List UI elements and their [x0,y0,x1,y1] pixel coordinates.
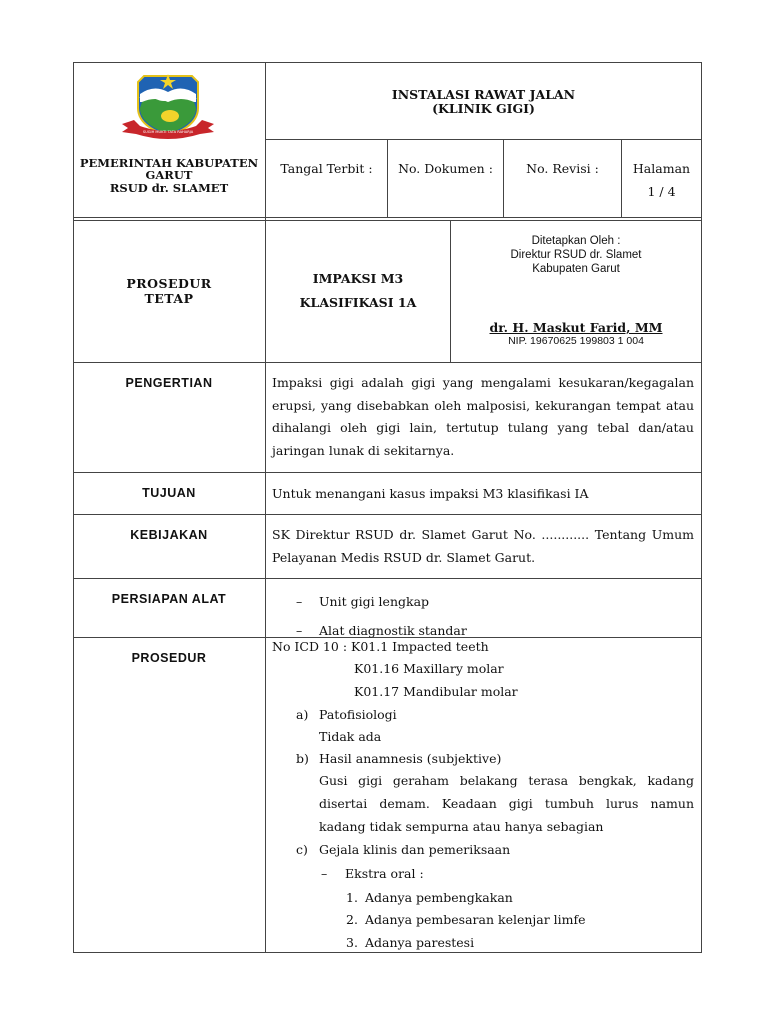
border-col-tangal [387,139,388,217]
kebijakan-label: KEBIJAKAN [130,528,208,542]
pengertian-text: Impaksi gigi adalah gigi yang mengalami kesukaran/kegagalan erupsi, yang disebabkan oleh malposisi, kekurangan tempat atau dihalangi oleh gigi lain, tertutup tulang yang tebal dan/atau jaringan lunak di sekitarnya. [272,375,694,458]
icd-line-1: No ICD 10 : K01.1 Impacted teeth [272,639,489,654]
tangal-terbit-label: Tangal Terbit : [280,161,373,176]
c-list-item-3: Adanya parestesi [365,935,475,950]
c-list-item-1: Adanya pembengkakan [365,890,513,905]
approval-line-1: Ditetapkan Oleh : [531,235,621,247]
item-a-marker: a) [296,707,309,722]
alat-bullet-2: – [296,623,303,638]
unit-subtitle: (KLINIK GIGI) [432,101,535,116]
border-top [73,62,702,63]
border-col-revisi [621,139,622,217]
border-col-dokumen [503,139,504,217]
doc-title-line-1: IMPAKSI M3 [312,271,404,286]
halaman-value: 1 / 4 [647,184,676,199]
tujuan-label: TUJUAN [142,486,196,500]
alat-item-2: Alat diagnostik standar [319,623,467,638]
org-line-3: RSUD dr. SLAMET [109,181,229,195]
no-dokumen-label: No. Dokumen : [398,161,493,176]
tujuan-text: Untuk menangani kasus impaksi M3 klasifikasi IA [272,486,589,501]
item-b-marker: b) [296,751,309,766]
no-revisi-label: No. Revisi : [526,161,599,176]
approval-name: dr. H. Maskut Farid, MM [489,320,663,335]
border-left [73,62,74,952]
alat-item-1: Unit gigi lengkap [319,594,430,609]
pengertian-label: PENGERTIAN [125,376,213,390]
unit-title: INSTALASI RAWAT JALAN [391,87,576,102]
doc-type-line-1: PROSEDUR [126,276,212,291]
border-pengertian-bottom [73,472,702,473]
border-tujuan-bottom [73,514,702,515]
border-kebijakan-bottom [73,578,702,579]
garut-regency-emblem-icon [118,72,218,144]
border-bottom [73,952,702,953]
c-list-item-2: Adanya pembesaran kelenjar limfe [365,912,586,927]
org-line-1: PEMERINTAH KABUPATEN [79,156,259,170]
border-right [701,62,702,952]
border-header-bottom [73,217,702,218]
doc-title-line-2: KLASIFIKASI 1A [299,295,417,310]
item-b-text: Gusi gigi geraham belakang terasa bengkak, kadang disertai demam. Keadaan gigi tumbuh lurus namun kadang tidak sempurna atau hanya sebagian [319,773,694,834]
item-b-title: Hasil anamnesis (subjektive) [319,751,502,766]
kebijakan-text: SK Direktur RSUD dr. Slamet Garut No. ............ Tentang Umum Pelayanan Medis RSUD dr. Slamet Garut. [272,527,694,565]
item-a-text: Tidak ada [319,729,382,744]
c-list-num-3: 3. [346,935,358,950]
c-list-num-2: 2. [346,912,358,927]
c-list-num-1: 1. [346,890,358,905]
item-a-title: Patofisiologi [319,707,397,722]
icd-line-3: K01.17 Mandibular molar [354,684,518,699]
logo-banner-text: SUGIH MUKTI TATA RAHARJA [142,130,194,134]
persiapan-alat-label: PERSIAPAN ALAT [111,592,227,606]
alat-bullet-1: – [296,594,303,609]
icd-line-2: K01.16 Maxillary molar [354,661,504,676]
border-col-1 [265,62,266,952]
doc-type-line-2: TETAP [144,291,194,306]
approval-line-2: Direktur RSUD dr. Slamet [510,249,642,261]
item-c-sub-title: Ekstra oral : [345,866,424,881]
border-header-mid [265,139,702,140]
border-doc-bottom [73,362,702,363]
item-c-marker: c) [296,842,308,857]
approval-nip: NIP. 19670625 199803 1 004 [508,335,644,347]
halaman-label: Halaman [632,161,691,176]
item-c-dash: – [321,866,328,881]
approval-line-3: Kabupaten Garut [532,263,620,275]
prosedur-label: PROSEDUR [131,651,207,665]
item-c-title: Gejala klinis dan pemeriksaan [319,842,511,857]
org-line-2: GARUT [145,168,193,182]
border-header-top-2 [73,220,702,221]
